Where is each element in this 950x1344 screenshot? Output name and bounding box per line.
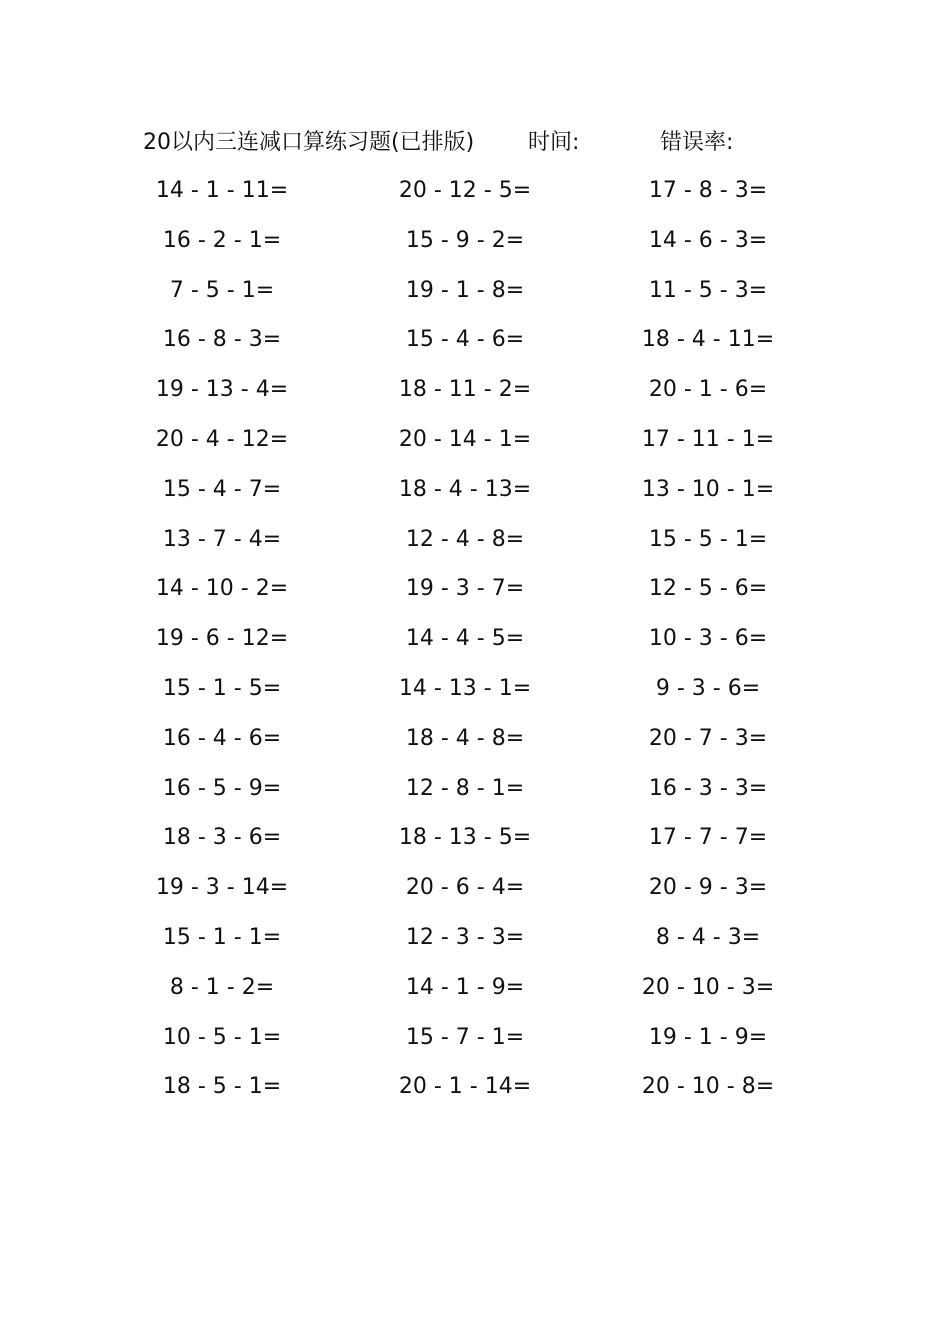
problem-item: 18 - 5 - 1= (162, 1074, 282, 1100)
problem-row (0, 174, 950, 224)
problem-item: 19 - 3 - 7= (405, 576, 525, 602)
problem-item: 14 - 6 - 3= (648, 227, 768, 253)
problem-row (0, 572, 950, 622)
problem-item: 7 - 5 - 1= (169, 277, 275, 303)
problem-row (0, 921, 950, 971)
problem-row (0, 1021, 950, 1071)
problem-grid (0, 174, 950, 1120)
problem-item: 16 - 5 - 9= (162, 775, 282, 801)
problem-item: 20 - 4 - 12= (155, 426, 289, 452)
worksheet-header (143, 127, 843, 159)
problem-item: 15 - 5 - 1= (648, 526, 768, 552)
problem-item: 15 - 4 - 6= (405, 327, 525, 353)
problem-row (0, 323, 950, 373)
problem-item: 10 - 3 - 6= (648, 626, 768, 652)
problem-row (0, 373, 950, 423)
problem-row (0, 622, 950, 672)
problem-item: 16 - 3 - 3= (648, 775, 768, 801)
problem-item: 17 - 11 - 1= (641, 426, 775, 452)
problem-item: 16 - 4 - 6= (162, 725, 282, 751)
problem-item: 8 - 1 - 2= (169, 974, 275, 1000)
problem-item: 19 - 13 - 4= (155, 377, 289, 403)
problem-item: 20 - 12 - 5= (398, 178, 532, 203)
problem-item: 9 - 3 - 6= (655, 675, 761, 701)
problem-row (0, 821, 950, 871)
problem-item: 20 - 10 - 8= (641, 1074, 775, 1100)
problem-item: 12 - 4 - 8= (405, 526, 525, 552)
problem-item: 15 - 9 - 2= (405, 227, 525, 253)
problem-item: 20 - 9 - 3= (648, 875, 768, 901)
problem-item: 18 - 3 - 6= (162, 825, 282, 851)
problem-item: 19 - 3 - 14= (155, 875, 289, 901)
problem-item: 15 - 1 - 5= (162, 675, 282, 701)
problem-row (0, 672, 950, 722)
problem-item: 16 - 2 - 1= (162, 227, 282, 253)
problem-item: 20 - 7 - 3= (648, 725, 768, 751)
problem-item: 20 - 1 - 14= (398, 1074, 532, 1100)
problem-item: 16 - 8 - 3= (162, 327, 282, 353)
problem-row (0, 971, 950, 1021)
problem-item: 8 - 4 - 3= (655, 924, 761, 950)
problem-item: 11 - 5 - 3= (648, 277, 768, 303)
problem-row (0, 772, 950, 822)
problem-item: 15 - 7 - 1= (405, 1024, 525, 1050)
problem-item: 17 - 8 - 3= (648, 178, 768, 203)
problem-item: 13 - 10 - 1= (641, 476, 775, 502)
problem-item: 15 - 1 - 1= (162, 924, 282, 950)
problem-item: 19 - 6 - 12= (155, 626, 289, 652)
problem-item: 20 - 1 - 6= (648, 377, 768, 403)
problem-item: 12 - 8 - 1= (405, 775, 525, 801)
problem-row (0, 423, 950, 473)
problem-item: 19 - 1 - 9= (648, 1024, 768, 1050)
problem-item: 14 - 10 - 2= (155, 576, 289, 602)
problem-item: 14 - 4 - 5= (405, 626, 525, 652)
problem-row (0, 224, 950, 274)
problem-item: 18 - 4 - 8= (405, 725, 525, 751)
problem-item: 13 - 7 - 4= (162, 526, 282, 552)
problem-item: 14 - 13 - 1= (398, 675, 532, 701)
problem-item: 20 - 10 - 3= (641, 974, 775, 1000)
problem-row (0, 722, 950, 772)
problem-item: 14 - 1 - 11= (155, 178, 289, 203)
problem-item: 15 - 4 - 7= (162, 476, 282, 502)
problem-item: 12 - 3 - 3= (405, 924, 525, 950)
problem-item: 20 - 6 - 4= (405, 875, 525, 901)
error-rate-label: 错误率: (660, 130, 734, 155)
problem-item: 19 - 1 - 8= (405, 277, 525, 303)
problem-item: 20 - 14 - 1= (398, 426, 532, 452)
problem-row (0, 473, 950, 523)
worksheet-title: 20以内三连减口算练习题(已排版) (143, 130, 475, 155)
problem-item: 12 - 5 - 6= (648, 576, 768, 602)
problem-row (0, 274, 950, 324)
time-label: 时间: (528, 130, 580, 155)
problem-item: 14 - 1 - 9= (405, 974, 525, 1000)
problem-row (0, 523, 950, 573)
problem-item: 18 - 4 - 13= (398, 476, 532, 502)
problem-row (0, 1070, 950, 1120)
problem-item: 10 - 5 - 1= (162, 1024, 282, 1050)
problem-item: 18 - 11 - 2= (398, 377, 532, 403)
problem-item: 17 - 7 - 7= (648, 825, 768, 851)
problem-row (0, 871, 950, 921)
problem-item: 18 - 4 - 11= (641, 327, 775, 353)
problem-item: 18 - 13 - 5= (398, 825, 532, 851)
